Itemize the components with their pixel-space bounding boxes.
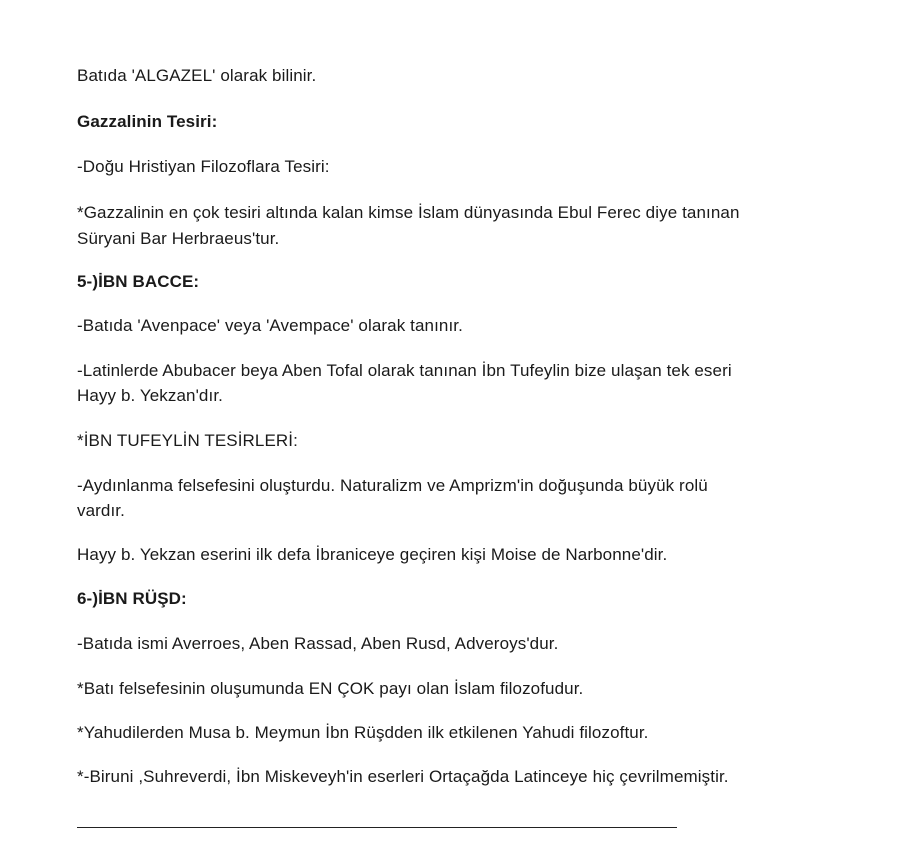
subheading-ibn-tufeylin-tesirleri: *İBN TUFEYLİN TESİRLERİ: — [77, 431, 298, 450]
paragraph-gazzali-tesir-line1: *Gazzalinin en çok tesiri altında kalan kimse İslam dünyasında Ebul Ferec diye tanınan — [77, 203, 740, 222]
paragraph-avenpace: -Batıda 'Avenpace' veya 'Avempace' olarak tanınır. — [77, 316, 463, 335]
paragraph-averroes: -Batıda ismi Averroes, Aben Rassad, Aben Rusd, Adveroys'dur. — [77, 634, 559, 653]
paragraph-dogu-hristiyan: -Doğu Hristiyan Filozoflara Tesiri: — [77, 157, 330, 176]
paragraph-gazzali-tesir-line2: Süryani Bar Herbraeus'tur. — [77, 229, 280, 248]
paragraph-algazel: Batıda 'ALGAZEL' olarak bilinir. — [77, 66, 317, 85]
paragraph-bati-felsefesi: *Batı felsefesinin oluşumunda EN ÇOK payı olan İslam filozofudur. — [77, 679, 584, 698]
horizontal-rule — [77, 827, 677, 828]
paragraph-aydinlanma-line1: -Aydınlanma felsefesini oluşturdu. Naturalizm ve Amprizm'in doğuşunda büyük rolü — [77, 476, 708, 495]
paragraph-musa-meymun: *Yahudilerden Musa b. Meymun İbn Rüşdden ilk etkilenen Yahudi filozoftur. — [77, 723, 649, 742]
heading-ibn-bacce: 5-)İBN BACCE: — [77, 272, 200, 291]
heading-ibn-rusd: 6-)İBN RÜŞD: — [77, 589, 187, 608]
paragraph-aydinlanma-line2: vardır. — [77, 501, 125, 520]
paragraph-biruni: *-Biruni ,Suhreverdi, İbn Miskeveyh'in eserleri Ortaçağda Latinceye hiç çevrilmemiştir. — [77, 767, 729, 786]
paragraph-moise-de-narbonne: Hayy b. Yekzan eserini ilk defa İbraniceye geçiren kişi Moise de Narbonne'dir. — [77, 545, 668, 564]
paragraph-abubacer-line2: Hayy b. Yekzan'dır. — [77, 386, 223, 405]
paragraph-abubacer-line1: -Latinlerde Abubacer beya Aben Tofal olarak tanınan İbn Tufeylin bize ulaşan tek eseri — [77, 361, 732, 380]
heading-gazzalinin-tesiri: Gazzalinin Tesiri: — [77, 112, 218, 131]
